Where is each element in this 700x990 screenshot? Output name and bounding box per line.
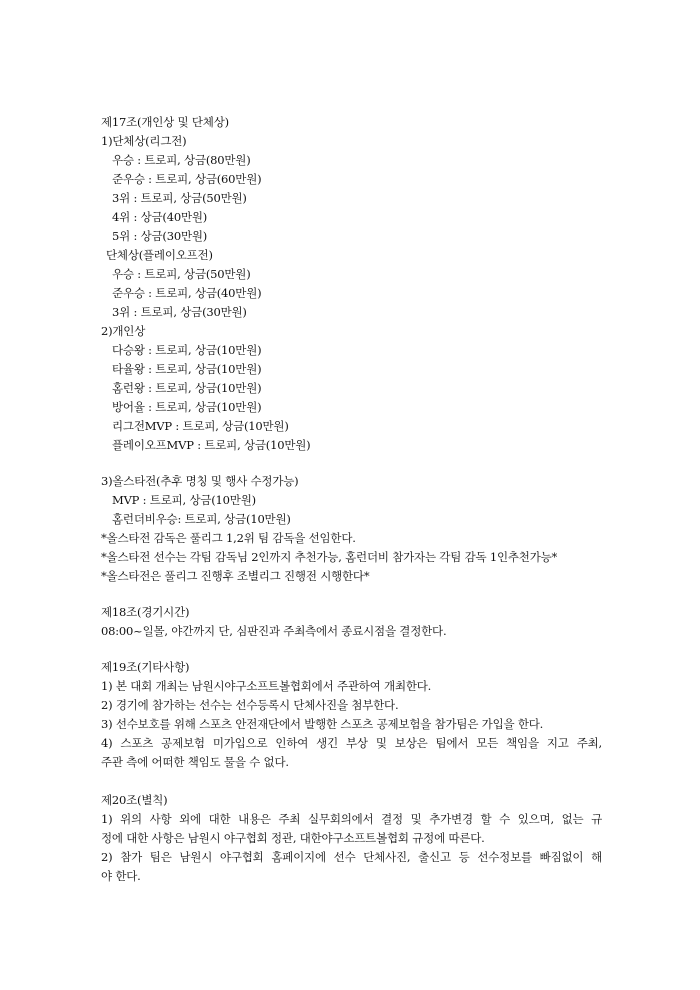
team-league-item: 준우승 : 트로피, 상금(60만원) — [112, 172, 262, 186]
individual-award-item: 타율왕 : 트로피, 상금(10만원) — [112, 362, 262, 376]
allstar-item: 홈런더비우승: 트로피, 상금(10만원) — [112, 512, 291, 526]
individual-award-item: 플레이오프MVP : 트로피, 상금(10만원) — [112, 438, 311, 452]
article-19-line: 주관 측에 어떠한 책임도 물을 수 없다. — [101, 755, 289, 769]
individual-award-title: 2)개인상 — [101, 324, 146, 338]
article-18-body: 08:00~일몰, 야간까지 단, 심판진과 주최측에서 종료시점을 결정한다. — [101, 624, 447, 638]
allstar-note: *올스타전 선수는 각팀 감독님 2인까지 추천가능, 홈런더비 참가자는 각팀 감독 1인추천가능* — [101, 550, 558, 564]
article-19-line: 4) 스포츠 공제보험 미가입으로 인하여 생긴 부상 및 보상은 팀에서 모든 책임을 지고 주최, — [101, 736, 602, 750]
individual-award-item: 다승왕 : 트로피, 상금(10만원) — [112, 343, 262, 357]
article-19-heading: 제19조(기타사항) — [101, 660, 190, 674]
team-league-item: 3위 : 트로피, 상금(50만원) — [112, 191, 247, 205]
team-playoff-item: 우승 : 트로피, 상금(50만원) — [112, 267, 251, 281]
team-league-item: 우승 : 트로피, 상금(80만원) — [112, 153, 251, 167]
individual-award-item: 홈런왕 : 트로피, 상금(10만원) — [112, 381, 262, 395]
team-playoff-item: 3위 : 트로피, 상금(30만원) — [112, 305, 247, 319]
article-20-line: 2) 참가 팀은 남원시 야구협회 홈페이지에 선수 단체사진, 출신고 등 선수정보를 빠짐없이 해 — [101, 850, 602, 864]
individual-award-item: 방어율 : 트로피, 상금(10만원) — [112, 400, 262, 414]
article-20-line: 야 한다. — [101, 869, 141, 883]
team-league-item: 4위 : 상금(40만원) — [112, 210, 208, 224]
article-20-line: 1) 위의 사항 외에 대한 내용은 주최 실무회의에서 결정 및 추가변경 할 수 있으며, 없는 규 — [101, 812, 603, 826]
article-18-heading: 제18조(경기시간) — [101, 605, 190, 619]
article-19-line: 1) 본 대회 개최는 남원시야구소프트볼협회에서 주관하여 개최한다. — [101, 679, 432, 693]
team-award-playoff-title: 단체상(플레이오프전) — [106, 248, 213, 262]
allstar-item: MVP : 트로피, 상금(10만원) — [112, 493, 256, 507]
article-20-line: 정에 대한 사항은 남원시 야구협회 정관, 대한야구소프트볼협회 규정에 따른다. — [101, 831, 485, 845]
article-19-line: 3) 선수보호를 위해 스포츠 안전재단에서 발행한 스포츠 공제보험을 참가팀은 가입을 한다. — [101, 717, 544, 731]
allstar-title: 3)올스타전(추후 명칭 및 행사 수정가능) — [101, 474, 299, 488]
allstar-note: *올스타전은 풀리그 진행후 조별리그 진행전 시행한다* — [101, 569, 370, 583]
article-17-heading: 제17조(개인상 및 단체상) — [101, 115, 229, 129]
article-19-line: 2) 경기에 참가하는 선수는 선수등록시 단체사진을 첨부한다. — [101, 698, 399, 712]
individual-award-item: 리그전MVP : 트로피, 상금(10만원) — [112, 419, 289, 433]
allstar-note: *올스타전 감독은 풀리그 1,2위 팀 감독을 선임한다. — [101, 531, 356, 545]
team-playoff-item: 준우승 : 트로피, 상금(40만원) — [112, 286, 262, 300]
team-league-item: 5위 : 상금(30만원) — [112, 229, 208, 243]
article-20-heading: 제20조(별칙) — [101, 793, 168, 807]
team-award-league-title: 1)단체상(리그전) — [101, 134, 187, 148]
